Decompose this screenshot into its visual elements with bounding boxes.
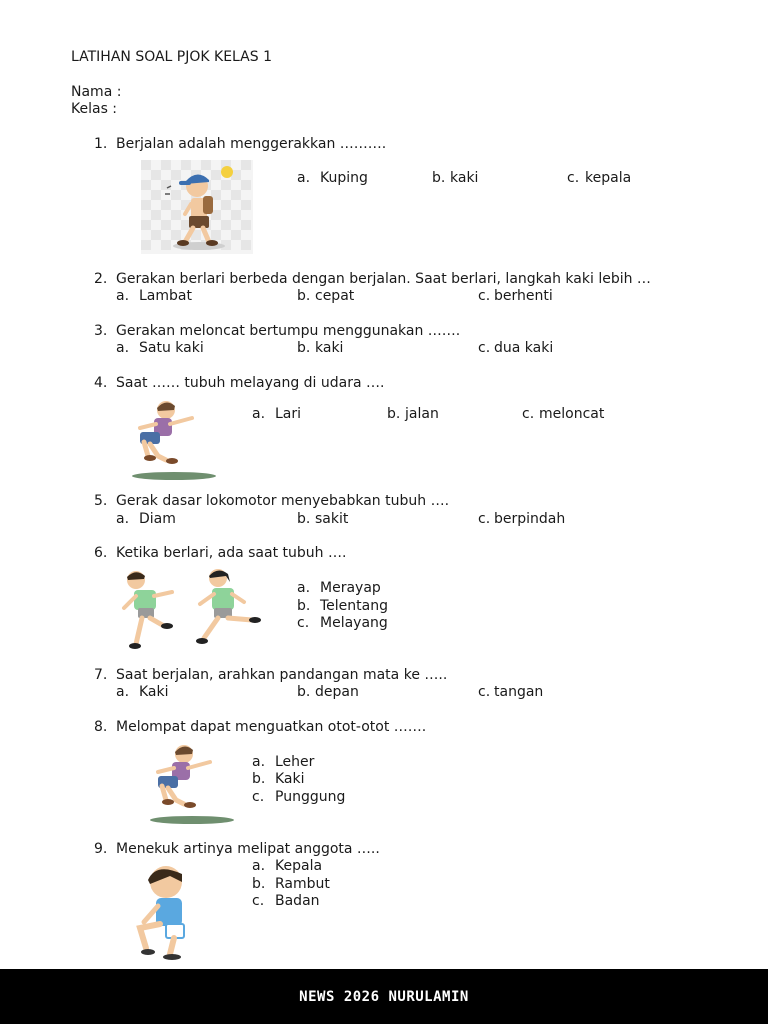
option-b: Telentang: [320, 598, 388, 614]
option-letter: a.: [252, 754, 266, 770]
option-a: Lambat: [139, 288, 192, 304]
option-letter: c.: [252, 789, 265, 805]
option-a: Merayap: [320, 580, 381, 596]
option-letter: b.: [297, 288, 311, 304]
question-text: Gerakan meloncat bertumpu menggunakan …….: [116, 323, 461, 339]
option-a: Kuping: [320, 170, 368, 186]
option-a: Kepala: [275, 858, 323, 874]
option-letter: c.: [478, 340, 491, 356]
question-number: 7.: [94, 667, 108, 683]
question-number: 5.: [94, 493, 108, 509]
option-b: jalan: [405, 406, 439, 422]
question-number: 6.: [94, 545, 108, 561]
option-c: Badan: [275, 893, 320, 909]
option-letter: c.: [478, 684, 491, 700]
footer-banner: NEWS 2026 NURULAMIN: [0, 969, 768, 1024]
option-letter: c.: [478, 511, 491, 527]
question-text: Saat …… tubuh melayang di udara ….: [116, 375, 385, 391]
question-text: Gerakan berlari berbeda dengan berjalan. Saat berlari, langkah kaki lebih …: [116, 271, 651, 287]
question-text: Melompat dapat menguatkan otot-otot …….: [116, 719, 427, 735]
option-b: kaki: [450, 170, 479, 186]
option-c: berhenti: [494, 288, 553, 304]
option-letter: c.: [567, 170, 580, 186]
option-a: Lari: [275, 406, 302, 422]
option-letter: b.: [252, 771, 266, 787]
worksheet-title: LATIHAN SOAL PJOK KELAS 1: [71, 49, 272, 65]
option-a: Satu kaki: [139, 340, 204, 356]
question-text: Ketika berlari, ada saat tubuh ….: [116, 545, 347, 561]
walking-boy-illustration: [141, 160, 253, 254]
kneeling-boy-illustration: [126, 862, 198, 962]
option-letter: c.: [522, 406, 535, 422]
question-text: Berjalan adalah menggerakkan ……….: [116, 136, 387, 152]
question-number: 3.: [94, 323, 108, 339]
option-letter: c.: [478, 288, 491, 304]
option-letter: a.: [116, 288, 130, 304]
option-c: dua kaki: [494, 340, 554, 356]
question-text: Menekuk artinya melipat anggota …..: [116, 841, 380, 857]
option-letter: a.: [116, 511, 130, 527]
option-b: Kaki: [275, 771, 305, 787]
running-children-illustration: [118, 568, 263, 652]
question-number: 4.: [94, 375, 108, 391]
option-a: Kaki: [139, 684, 169, 700]
option-c: kepala: [585, 170, 632, 186]
option-letter: a.: [252, 858, 266, 874]
option-c: Punggung: [275, 789, 346, 805]
option-c: berpindah: [494, 511, 566, 527]
option-b: depan: [315, 684, 359, 700]
question-number: 9.: [94, 841, 108, 857]
option-b: Rambut: [275, 876, 330, 892]
question-text: Saat berjalan, arahkan pandangan mata ke …..: [116, 667, 448, 683]
class-field-label: Kelas :: [71, 101, 118, 117]
option-a: Diam: [139, 511, 176, 527]
option-letter: a.: [252, 406, 266, 422]
jumping-boy-illustration: [146, 742, 238, 826]
option-b: cepat: [315, 288, 355, 304]
option-b: kaki: [315, 340, 344, 356]
option-letter: a.: [116, 340, 130, 356]
option-letter: b.: [297, 598, 311, 614]
question-text: Gerak dasar lokomotor menyebabkan tubuh ….: [116, 493, 450, 509]
option-letter: b.: [297, 340, 311, 356]
option-letter: c.: [252, 893, 265, 909]
option-letter: a.: [297, 170, 311, 186]
option-letter: a.: [116, 684, 130, 700]
option-letter: c.: [297, 615, 310, 631]
option-letter: b.: [432, 170, 446, 186]
jumping-boy-illustration: [128, 398, 220, 482]
option-c: tangan: [494, 684, 544, 700]
option-a: Leher: [275, 754, 315, 770]
option-letter: b.: [297, 684, 311, 700]
option-letter: b.: [252, 876, 266, 892]
option-letter: b.: [297, 511, 311, 527]
question-number: 1.: [94, 136, 108, 152]
option-b: sakit: [315, 511, 349, 527]
option-letter: b.: [387, 406, 401, 422]
option-c: meloncat: [539, 406, 605, 422]
option-letter: a.: [297, 580, 311, 596]
question-number: 2.: [94, 271, 108, 287]
name-field-label: Nama :: [71, 84, 122, 100]
option-c: Melayang: [320, 615, 388, 631]
question-number: 8.: [94, 719, 108, 735]
